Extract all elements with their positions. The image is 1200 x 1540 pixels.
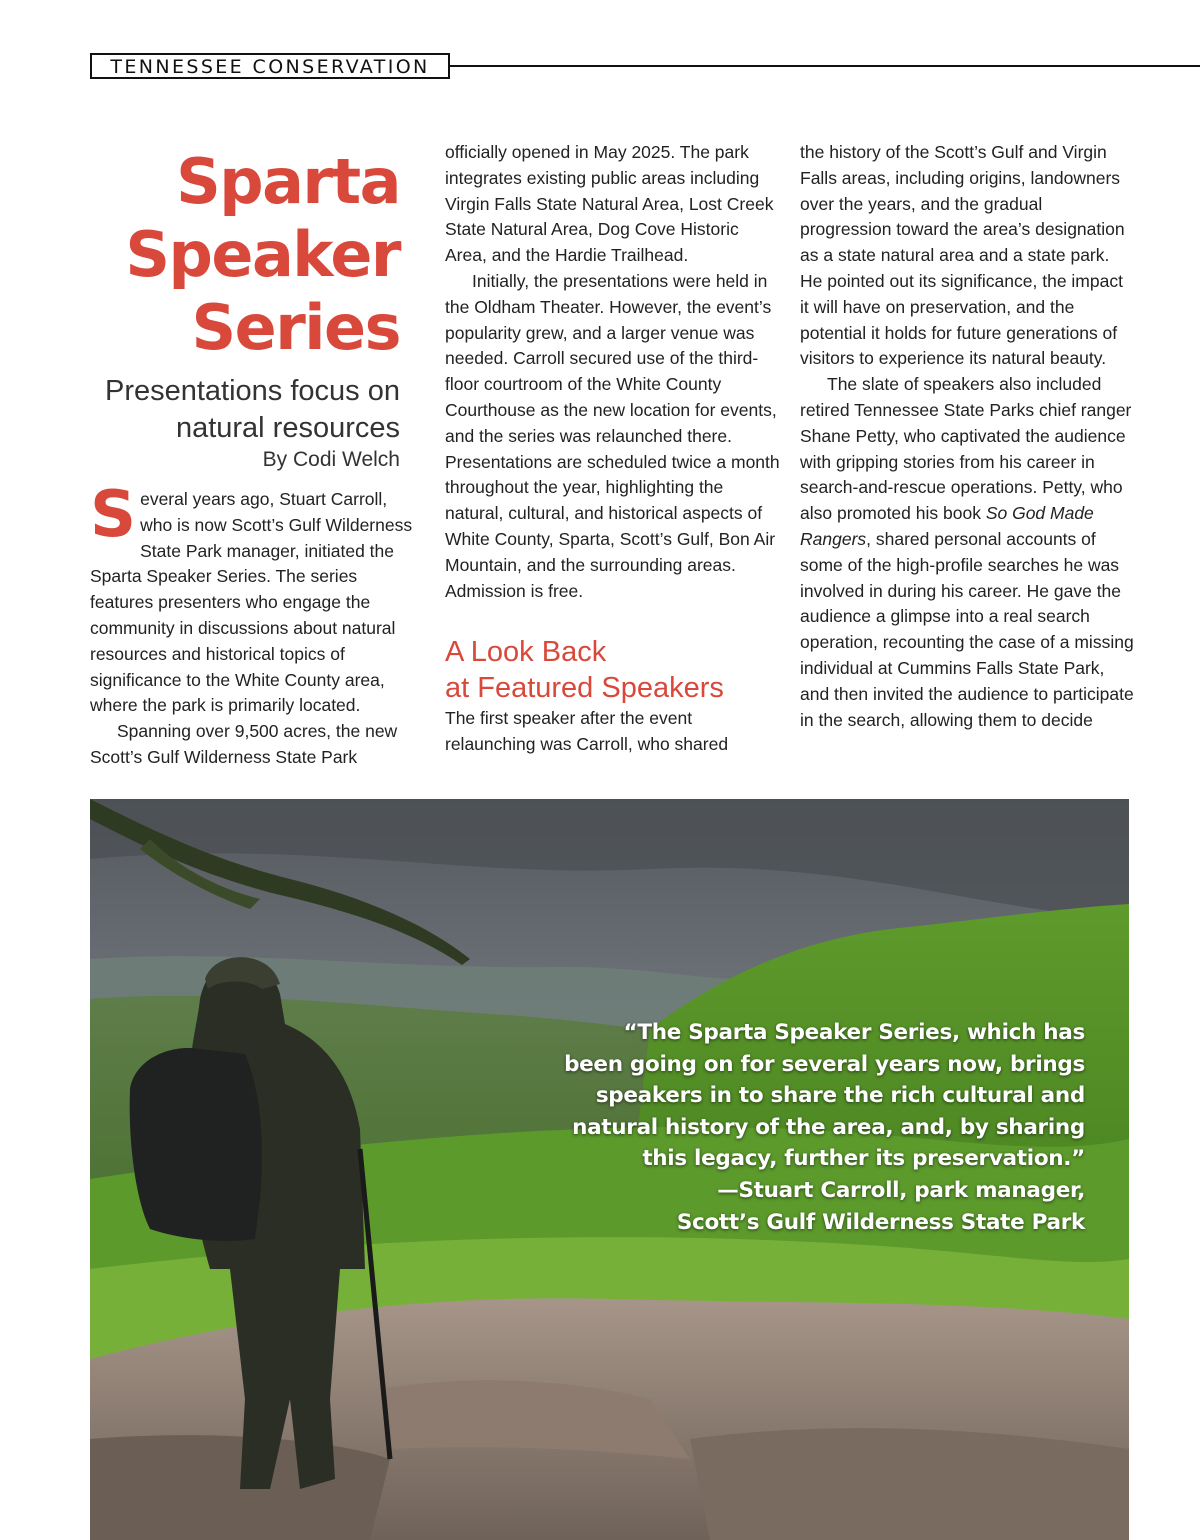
quote-line: speakers in to share the rich cultural and xyxy=(595,1083,1085,1109)
drop-cap: S xyxy=(90,478,137,552)
paragraph: The first speaker after the event relaunching was Carroll, who shared xyxy=(445,708,729,755)
subtitle-line: natural resources xyxy=(175,412,400,444)
subheading-line: at Featured Speakers xyxy=(445,672,724,705)
quote-attribution: Scott’s Gulf Wilderness State Park xyxy=(676,1209,1085,1235)
paragraph: The slate of speakers also included retired Tennessee State Parks chief ranger Shane Petty, who captivated the audience with gripping stories from his career in search-and-rescue operations. Petty, who also promoted his book So God Made Rangers, shared personal accounts of some of the high-profile searches he was involved in during his career. He gave the audience a glimpse into a real search operation, recounting the case of a missing individual at Cummins Falls State Park, and then invited the audience to participate in the search, allowing them to decide xyxy=(800,374,1134,730)
title-line: Speaker xyxy=(125,218,400,291)
paragraph: Several years ago, Stuart Carroll, who is now Scott’s Gulf Wilderness State Park manager, initiated the Sparta Speaker Series. The series features presenters who engage the community in discussions about natural resources and historical topics of significance to the White County area, where the park is primarily located. xyxy=(90,478,413,716)
article-title xyxy=(90,145,400,364)
header-rule xyxy=(450,65,1200,67)
subheading-line: A Look Back xyxy=(445,636,607,669)
paragraph: officially opened in May 2025. The park integrates existing public areas including Virgin Falls State Natural Area, Lost Creek State Natural Area, Dog Cove Historic Area, and the Hardie Trailhead. xyxy=(445,142,774,266)
quote-line: “The Sparta Speaker Series, which has xyxy=(623,1020,1085,1045)
book-title: So God Made Rangers xyxy=(800,503,1094,549)
paragraph: Initially, the presentations were held in the Oldham Theater. However, the event’s popularity grew, and a larger venue was needed. Carroll secured use of the third-floor courtroom of the White County Courthouse as the new location for events, and the series was relaunched there. Presentations are scheduled twice a month throughout the year, highlighting the natural, cultural, and historical aspects of White County, Sparta, Scott’s Gulf, Bon Air Mountain, and the surrounding areas. Admission is free. xyxy=(445,270,780,601)
subtitle-line: Presentations focus on xyxy=(104,375,400,407)
title-line: Sparta xyxy=(176,145,400,218)
column-1 xyxy=(90,478,420,771)
title-line: Series xyxy=(191,291,400,364)
subheading xyxy=(445,634,780,706)
quote-line: been going on for several years now, brings xyxy=(564,1051,1085,1077)
section-header xyxy=(90,53,450,79)
quote-attribution: —Stuart Carroll, park manager, xyxy=(717,1177,1085,1203)
quote-line: this legacy, further its preservation.” xyxy=(642,1146,1085,1172)
section-label: TENNESSEE CONSERVATION xyxy=(110,56,430,78)
paragraph: the history of the Scott’s Gulf and Virgin Falls areas, including origins, landowners over the years, and the gradual progression toward the area’s designation as a state natural area and a state park. He pointed out its significance, the impact it will have on preservation, and the potential it holds for future generations of visitors to experience its natural beauty. xyxy=(800,142,1125,369)
column-3 xyxy=(800,140,1135,733)
article-subtitle xyxy=(90,373,400,447)
paragraph: Spanning over 9,500 acres, the new Scott’s Gulf Wilderness State Park xyxy=(90,721,398,767)
column-2 xyxy=(445,140,780,758)
byline: By Codi Welch xyxy=(262,448,400,471)
pull-quote xyxy=(540,1017,1085,1238)
landscape-photo xyxy=(90,799,1129,1540)
quote-line: natural history of the area, and, by sharing xyxy=(572,1114,1085,1140)
